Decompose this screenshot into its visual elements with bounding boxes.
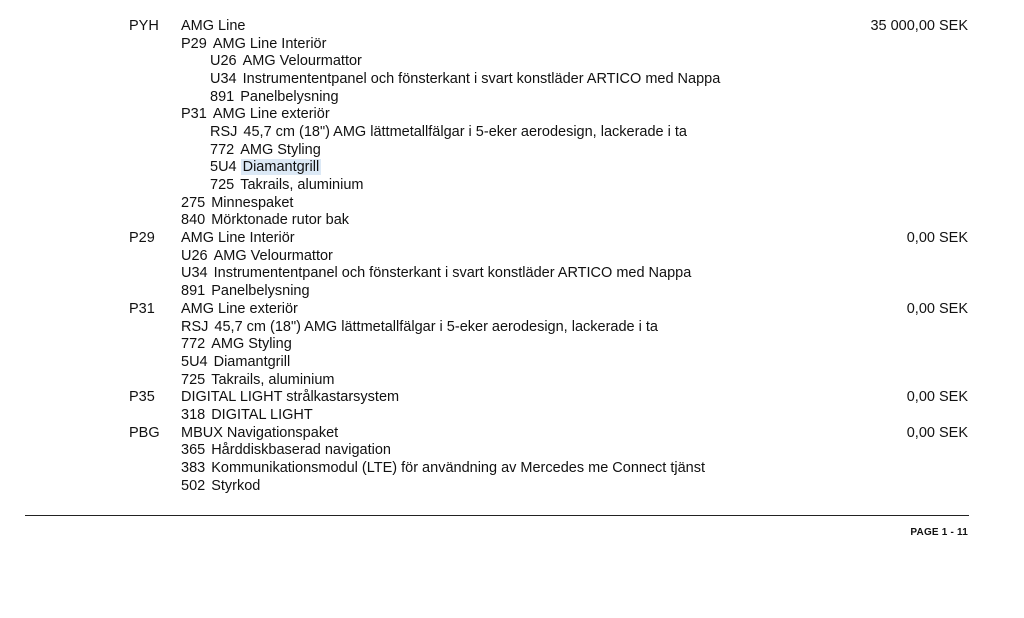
sub-option-code: U34 <box>210 71 237 87</box>
option-text: Diamantgrill <box>213 354 291 370</box>
option-text: Instrumententpanel och fönsterkant i svart konstläder ARTICO med Nappa <box>213 265 692 281</box>
option-text: Kommunikationsmodul (LTE) för användning av Mercedes me Connect tjänst <box>211 460 705 476</box>
option-text: 45,7 cm (18") AMG lättmetallfälgar i 5-eker aerodesign, lackerade i ta <box>243 124 687 140</box>
sub-option-code: P31 <box>181 106 207 122</box>
option-row <box>0 17 1024 35</box>
option-row <box>0 300 1024 318</box>
option-text: Panelbelysning <box>240 89 339 105</box>
footer-divider <box>25 515 969 516</box>
option-row <box>0 424 1024 442</box>
sub-option-code: P29 <box>181 36 207 52</box>
sub-option-code: U34 <box>181 265 208 281</box>
option-subrow <box>0 105 1024 123</box>
option-text: DIGITAL LIGHT strålkastarsystem <box>181 389 400 405</box>
option-text: AMG Styling <box>240 142 321 158</box>
option-text: 45,7 cm (18") AMG lättmetallfälgar i 5-eker aerodesign, lackerade i ta <box>214 319 658 335</box>
option-description <box>210 88 339 106</box>
option-description <box>210 70 720 88</box>
option-description <box>181 335 292 353</box>
option-description <box>181 459 705 477</box>
option-text: Mörktonade rutor bak <box>211 212 350 228</box>
option-subrow <box>0 318 1024 336</box>
option-description <box>210 141 321 159</box>
option-text: AMG Velourmattor <box>213 248 333 264</box>
option-price: 0,00 SEK <box>906 230 968 246</box>
option-subrow <box>0 264 1024 282</box>
sub-option-code: 772 <box>181 336 206 352</box>
sub-option-code: 772 <box>210 142 235 158</box>
sub-option-code: 891 <box>210 89 235 105</box>
sub-option-code: 318 <box>181 407 206 423</box>
option-subrow <box>0 211 1024 229</box>
option-description <box>181 194 293 212</box>
option-text: Minnespaket <box>211 195 294 211</box>
sub-option-code: 275 <box>181 195 206 211</box>
option-text: Diamantgrill <box>242 159 320 175</box>
option-description <box>181 35 326 53</box>
option-code: PBG <box>129 425 160 441</box>
option-description <box>181 105 330 123</box>
option-text: Panelbelysning <box>211 283 310 299</box>
option-subrow <box>0 158 1024 176</box>
option-description <box>181 388 399 406</box>
sub-option-code: 383 <box>181 460 206 476</box>
option-text: Styrkod <box>211 478 261 494</box>
option-description <box>181 17 245 35</box>
option-subrow <box>0 371 1024 389</box>
option-subrow <box>0 141 1024 159</box>
page-number: PAGE 1 - 11 <box>910 527 968 538</box>
option-subrow <box>0 247 1024 265</box>
option-code: PYH <box>129 18 159 34</box>
option-price: 35 000,00 SEK <box>870 18 968 34</box>
option-subrow <box>0 88 1024 106</box>
option-text: Takrails, aluminium <box>211 372 335 388</box>
option-subrow <box>0 35 1024 53</box>
option-text: DIGITAL LIGHT <box>211 407 313 423</box>
option-subrow <box>0 194 1024 212</box>
option-text: AMG Line Interiör <box>212 36 327 52</box>
option-subrow <box>0 335 1024 353</box>
option-text: Takrails, aluminium <box>240 177 364 193</box>
option-subrow <box>0 459 1024 477</box>
option-row <box>0 229 1024 247</box>
option-description <box>181 282 310 300</box>
sub-option-code: U26 <box>181 248 208 264</box>
option-code: P29 <box>129 230 155 246</box>
option-subrow <box>0 282 1024 300</box>
option-description <box>181 300 298 318</box>
sub-option-code: 725 <box>181 372 206 388</box>
sub-option-code: U26 <box>210 53 237 69</box>
option-subrow <box>0 406 1024 424</box>
option-description <box>181 229 295 247</box>
option-description <box>181 406 313 424</box>
sub-option-code: 5U4 <box>181 354 208 370</box>
sub-option-code: 365 <box>181 442 206 458</box>
option-description <box>181 371 335 389</box>
option-text: AMG Styling <box>211 336 292 352</box>
option-description <box>210 158 321 176</box>
option-text: AMG Line exteriör <box>181 301 298 317</box>
option-text: Instrumententpanel och fönsterkant i svart konstläder ARTICO med Nappa <box>242 71 721 87</box>
sub-option-code: 840 <box>181 212 206 228</box>
option-text: AMG Velourmattor <box>242 53 362 69</box>
option-subrow <box>0 176 1024 194</box>
sub-option-code: RSJ <box>210 124 238 140</box>
option-subrow <box>0 353 1024 371</box>
option-text: AMG Line Interiör <box>181 230 295 246</box>
option-subrow <box>0 52 1024 70</box>
option-price: 0,00 SEK <box>906 301 968 317</box>
sub-option-code: 725 <box>210 177 235 193</box>
option-description <box>181 247 333 265</box>
option-subrow <box>0 477 1024 495</box>
option-description <box>181 318 658 336</box>
option-description <box>181 441 391 459</box>
option-subrow <box>0 70 1024 88</box>
option-description <box>210 176 364 194</box>
sub-option-code: 502 <box>181 478 206 494</box>
option-price: 0,00 SEK <box>906 425 968 441</box>
option-description <box>210 123 687 141</box>
option-code: P31 <box>129 301 155 317</box>
option-subrow <box>0 123 1024 141</box>
option-text: MBUX Navigationspaket <box>181 425 339 441</box>
option-description <box>181 211 349 229</box>
option-code: P35 <box>129 389 155 405</box>
sub-option-code: 5U4 <box>210 159 237 175</box>
option-price: 0,00 SEK <box>906 389 968 405</box>
option-subrow <box>0 441 1024 459</box>
option-text: AMG Line exteriör <box>212 106 330 122</box>
option-description <box>181 424 338 442</box>
sub-option-code: RSJ <box>181 319 209 335</box>
option-text: Hårddiskbaserad navigation <box>211 442 391 458</box>
option-description <box>181 353 290 371</box>
option-row <box>0 388 1024 406</box>
option-description <box>210 52 362 70</box>
option-description <box>181 477 260 495</box>
option-text: AMG Line <box>181 18 246 34</box>
sub-option-code: 891 <box>181 283 206 299</box>
option-description <box>181 264 691 282</box>
